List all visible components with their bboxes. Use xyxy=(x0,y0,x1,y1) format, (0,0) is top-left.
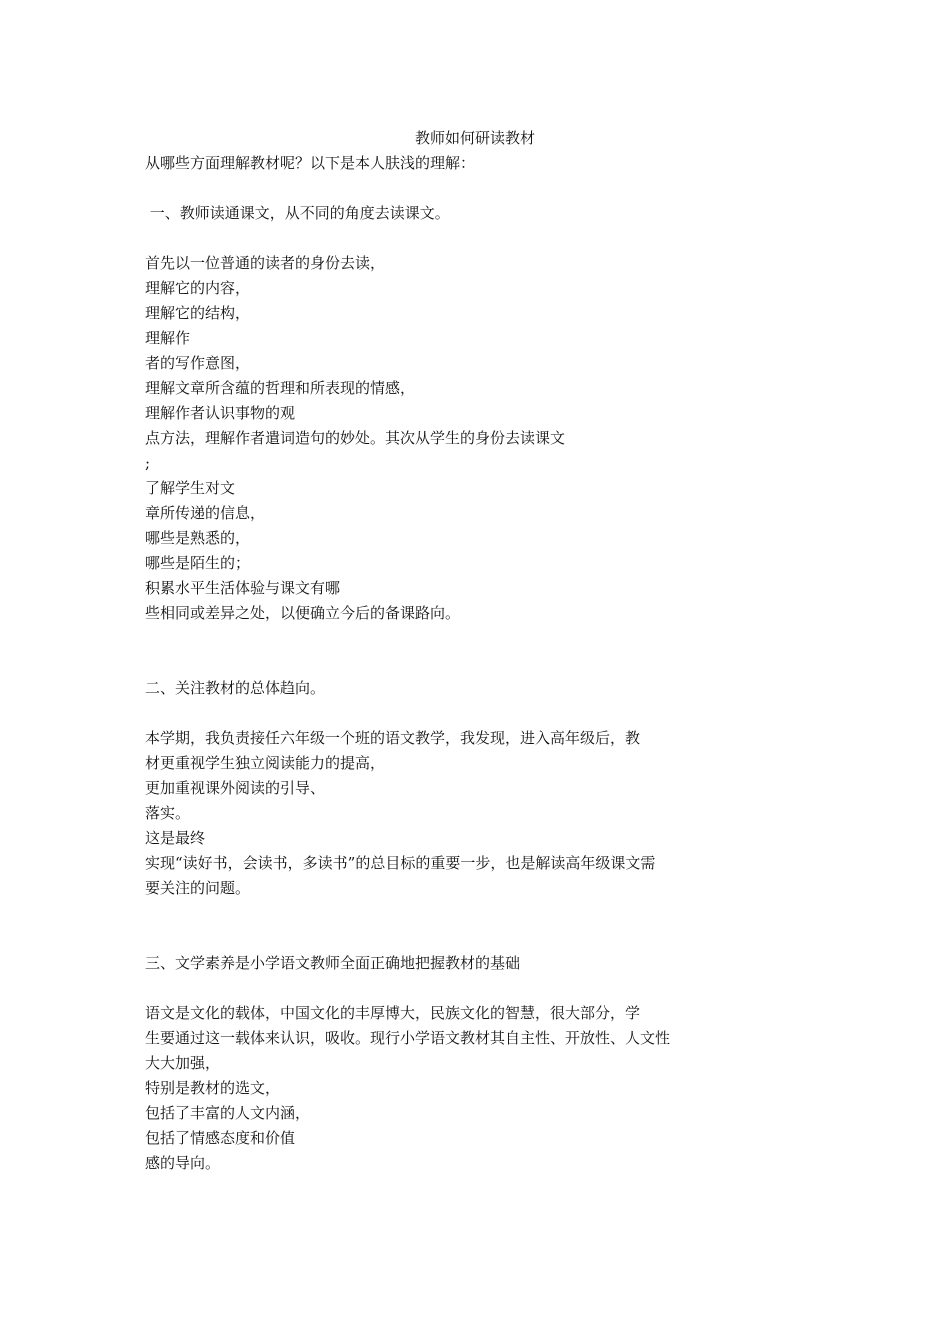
paragraph-line: 章所传递的信息， xyxy=(145,504,266,522)
paragraph-line: 要关注的问题。 xyxy=(145,879,251,897)
section-heading-2: 二、关注教材的总体趋向。 xyxy=(145,679,326,697)
paragraph-line: 大大加强， xyxy=(145,1054,221,1072)
paragraph-line: 点方法，理解作者遣词造句的妙处。其次从学生的身份去读课文 xyxy=(145,429,566,447)
paragraph-line: 包括了丰富的人文内涵， xyxy=(145,1104,311,1122)
paragraph-line: 积累水平生活体验与课文有哪 xyxy=(145,579,341,597)
paragraph-line: 实现“读好书，会读书，多读书”的总目标的重要一步，也是解读高年级课文需 xyxy=(145,854,656,872)
paragraph-line: 首先以一位普通的读者的身份去读， xyxy=(145,254,386,272)
paragraph-line: 些相同或差异之处，以便确立今后的备课路向。 xyxy=(145,604,461,622)
paragraph-line: 哪些是陌生的； xyxy=(145,554,251,572)
section-heading-3: 三、文学素养是小学语文教师全面正确地把握教材的基础 xyxy=(145,954,521,972)
paragraph-line: 本学期，我负责接任六年级一个班的语文教学，我发现，进入高年级后，教 xyxy=(145,729,641,747)
paragraph-line: 落实。 xyxy=(145,804,191,822)
paragraph-line: 语文是文化的载体，中国文化的丰厚博大，民族文化的智慧，很大部分，学 xyxy=(145,1004,641,1022)
intro-question: 从哪些方面理解教材呢？以下是本人肤浅的理解： xyxy=(145,154,476,172)
paragraph-line: 哪些是熟悉的， xyxy=(145,529,251,547)
paragraph-line: 理解文章所含蕴的哲理和所表现的情感， xyxy=(145,379,416,397)
paragraph-line: 包括了情感态度和价值 xyxy=(145,1129,296,1147)
paragraph-line: 理解作 xyxy=(145,329,191,347)
document-title: 教师如何研读教材 xyxy=(414,129,535,147)
paragraph-line: 者的写作意图， xyxy=(145,354,251,372)
paragraph-line: 这是最终 xyxy=(145,829,206,847)
paragraph-line: 特别是教材的选文， xyxy=(145,1079,281,1097)
section-heading-1: 一、教师读通课文，从不同的角度去读课文。 xyxy=(145,204,450,222)
paragraph-line: ; xyxy=(145,454,151,472)
paragraph-line: 感的导向。 xyxy=(145,1154,221,1172)
paragraph-line: 了解学生对文 xyxy=(145,479,236,497)
paragraph-line: 理解它的内容， xyxy=(145,279,251,297)
paragraph-line: 材更重视学生独立阅读能力的提高， xyxy=(145,754,386,772)
paragraph-line: 生要通过这一载体来认识，吸收。现行小学语文教材其自主性、开放性、人文性 xyxy=(145,1029,671,1047)
paragraph-line: 更加重视课外阅读的引导、 xyxy=(145,779,326,797)
paragraph-line: 理解作者认识事物的观 xyxy=(145,404,296,422)
paragraph-line: 理解它的结构， xyxy=(145,304,251,322)
